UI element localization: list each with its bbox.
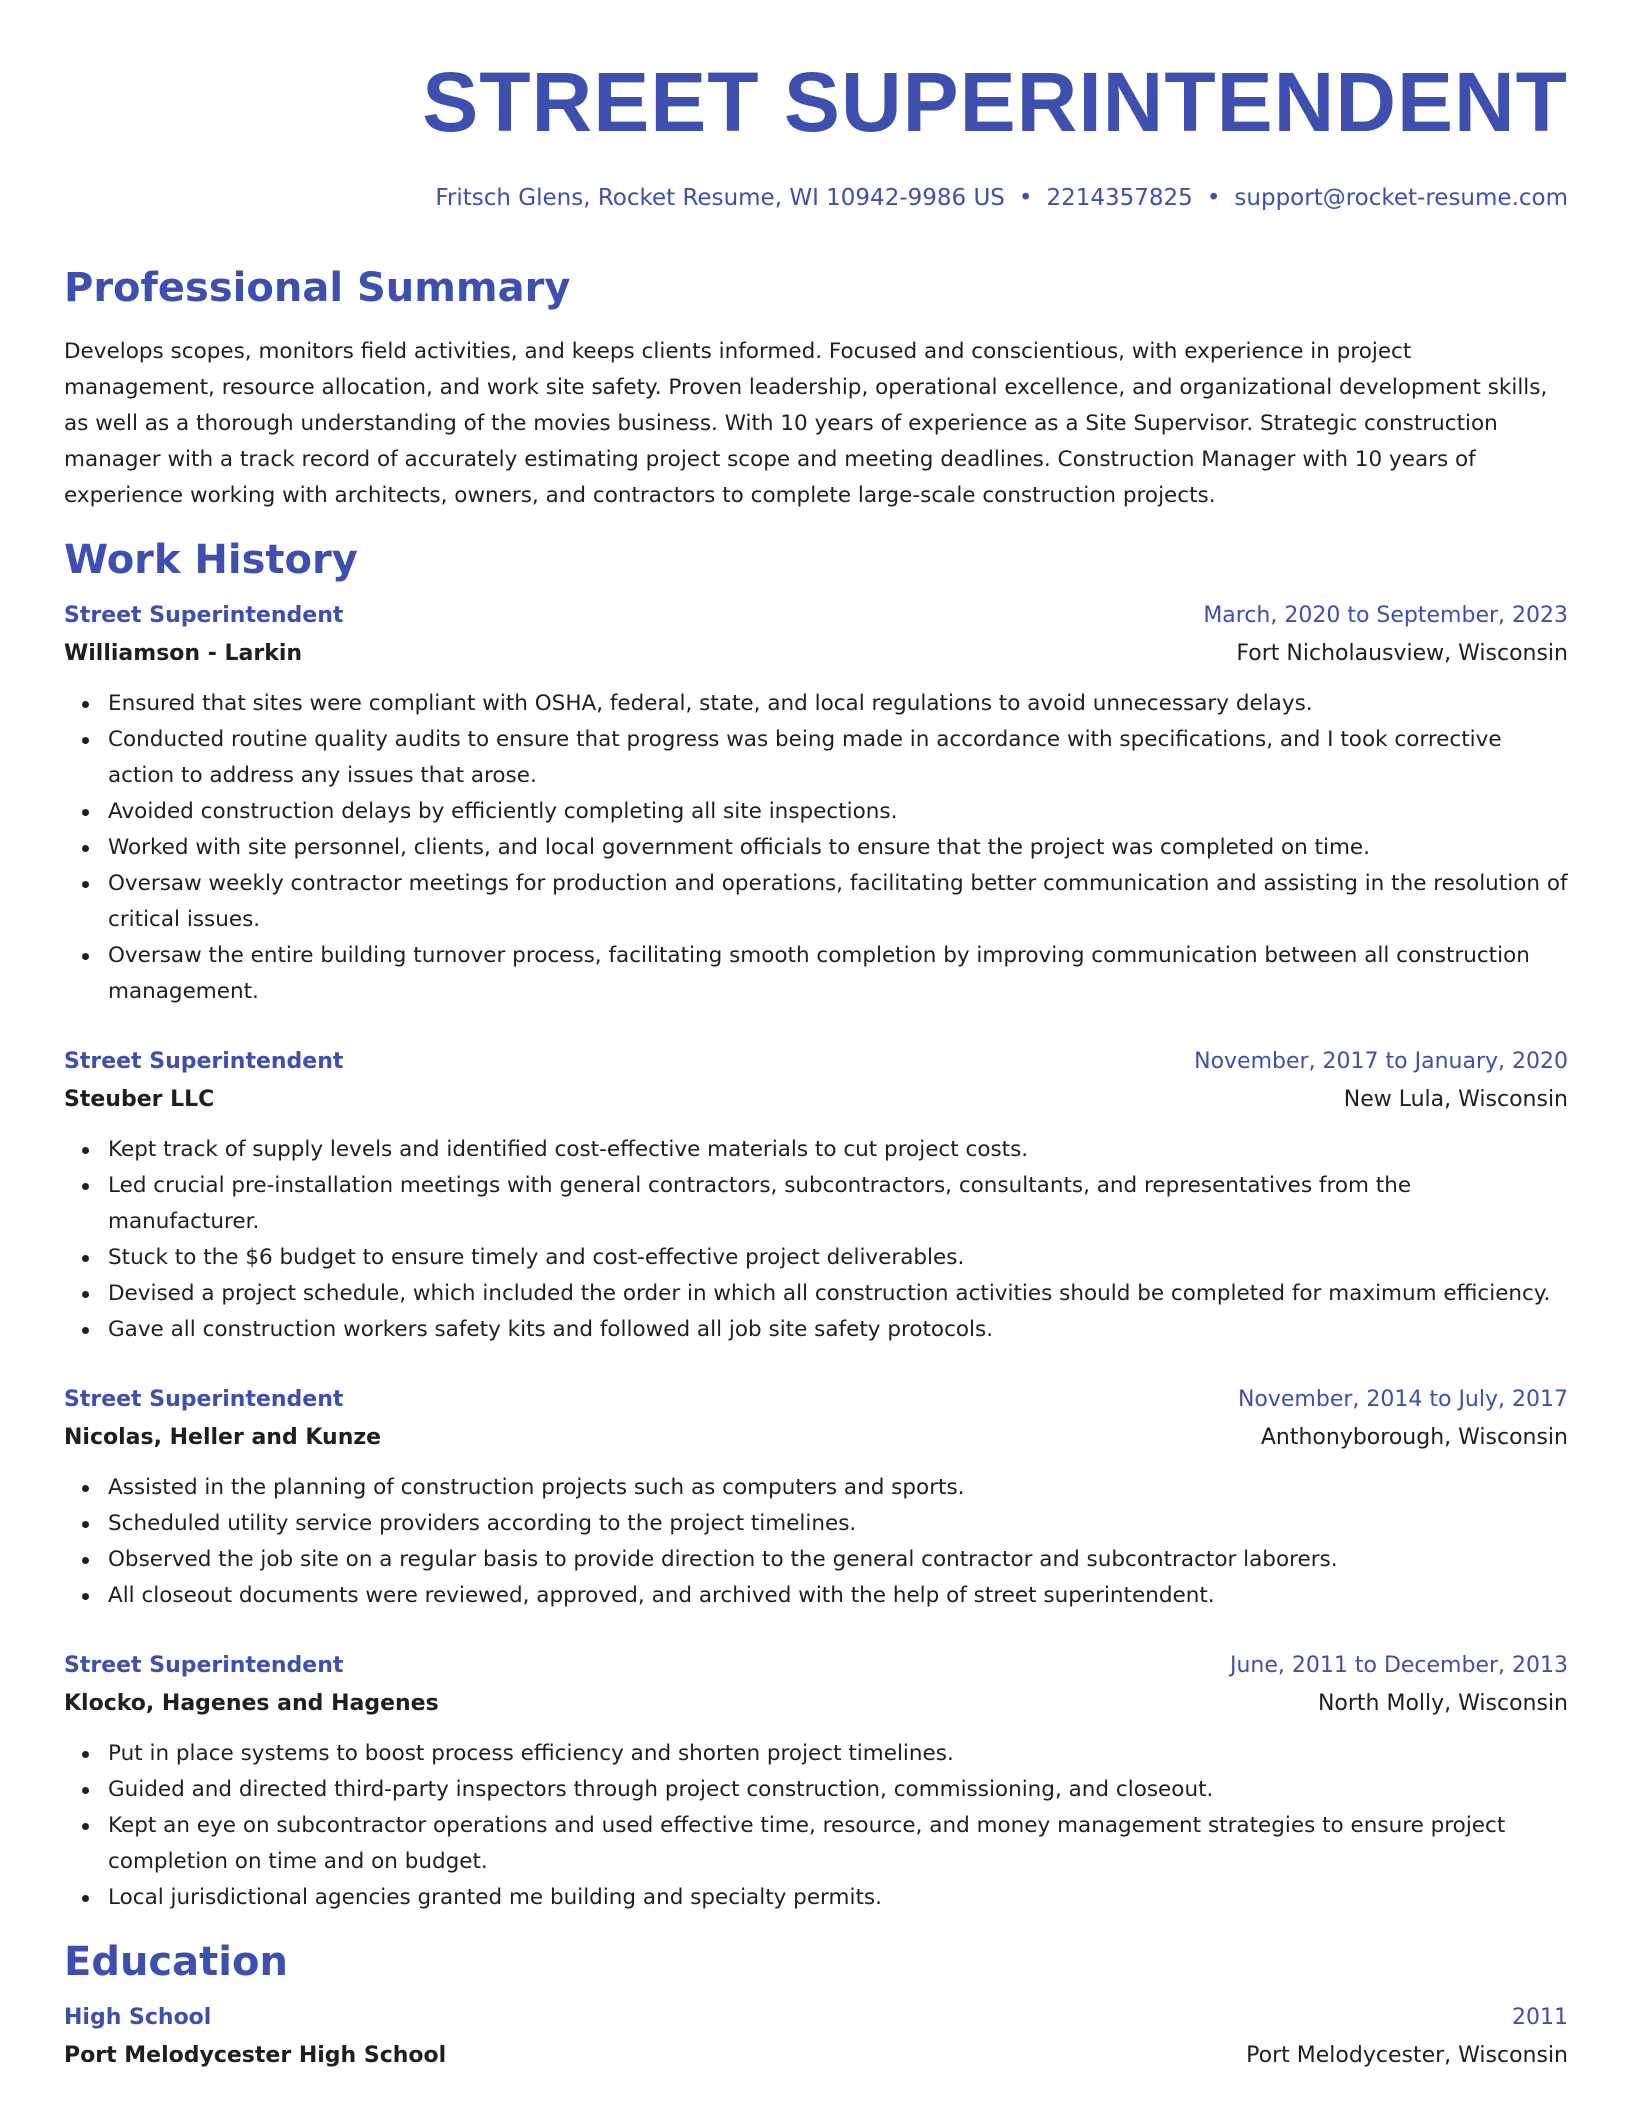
job-bullet: Oversaw weekly contractor meetings for production and operations, facilitating better communication and assisting in the resolution of critical issues. [108,866,1568,938]
work-history-heading: Work History [64,537,358,583]
summary-text: Develops scopes, monitors field activities, and keeps clients informed. Focused and conscientious, with experience in project management, resource allocation, and work site safety. Proven leadership, operational excellence, and organizational development skills, as well as a thorough understanding of the movies business. With 10 years of experience as a Site Supervisor. Strategic construction manager with a track record of accurately estimating project scope and meeting deadlines. Construction Manager with 10 years of experience working with architects, owners, and contractors to complete large-scale construction projects. [64,339,1548,508]
job-company: Nicolas, Heller and Kunze [64,1425,382,1450]
contact-address: Fritsch Glens, Rocket Resume, WI 10942-9986 US [435,185,1005,211]
job-bullet: Conducted routine quality audits to ensure that progress was being made in accordance with specifications, and I took corrective action to address any issues that arose. [108,722,1568,794]
job-bullets [64,1470,1568,1614]
contact-separator: • [1206,185,1221,211]
job-bullets [64,1736,1568,1916]
job-location: Fort Nicholausview, Wisconsin [1236,641,1568,666]
job-bullet: Kept an eye on subcontractor operations and used effective time, resource, and money management strategies to ensure project completion on time and on budget. [108,1808,1568,1880]
job-dates: June, 2011 to December, 2013 [1229,1653,1568,1678]
job-bullet: Kept track of supply levels and identified cost-effective materials to cut project costs. [108,1132,1568,1168]
job-bullet: Guided and directed third-party inspectors through project construction, commissioning, and closeout. [108,1772,1568,1808]
job-bullet: Worked with site personnel, clients, and local government officials to ensure that the project was completed on time. [108,830,1568,866]
job-bullet: Ensured that sites were compliant with OSHA, federal, state, and local regulations to avoid unnecessary delays. [108,686,1568,722]
summary-heading: Professional Summary [64,265,571,311]
education-year: 2011 [1512,2005,1568,2030]
job-company: Williamson - Larkin [64,641,303,666]
job-bullet: Scheduled utility service providers according to the project timelines. [108,1506,1568,1542]
job-location: North Molly, Wisconsin [1317,1691,1568,1716]
work-history-section [64,534,1568,1916]
education-heading: Education [64,1939,288,1985]
job-bullet: Assisted in the planning of construction projects such as computers and sports. [108,1470,1568,1506]
job-bullet: Local jurisdictional agencies granted me building and specialty permits. [108,1880,1568,1916]
contact-line [64,182,1568,214]
candidate-title: STREET SUPERINTENDENT [422,55,1568,149]
summary-section [64,262,1568,514]
job-dates: November, 2014 to July, 2017 [1237,1387,1568,1412]
job-role: Street Superintendent [64,1049,344,1074]
job-bullet: Devised a project schedule, which included the order in which all construction activities should be completed for maximum efficiency. [108,1276,1568,1312]
contact-phone: 2214357825 [1046,185,1193,211]
job-entry [64,1044,1568,1348]
resume-header [64,0,1568,214]
job-bullet: Gave all construction workers safety kits and followed all job site safety protocols. [108,1312,1568,1348]
job-company: Steuber LLC [64,1087,215,1112]
contact-email: support@rocket-resume.com [1234,185,1568,211]
job-dates: March, 2020 to September, 2023 [1203,603,1568,628]
job-role: Street Superintendent [64,603,344,628]
job-bullet: Oversaw the entire building turnover process, facilitating smooth completion by improving communication between all construction management. [108,938,1568,1010]
education-degree: High School [64,2005,212,2030]
education-location: Port Melodycester, Wisconsin [1246,2043,1568,2068]
job-role: Street Superintendent [64,1653,344,1678]
education-section [64,1936,1568,2076]
job-role: Street Superintendent [64,1387,344,1412]
job-company: Klocko, Hagenes and Hagenes [64,1691,439,1716]
job-bullet: Put in place systems to boost process efficiency and shorten project timelines. [108,1736,1568,1772]
job-location: New Lula, Wisconsin [1343,1087,1568,1112]
education-school: Port Melodycester High School [64,2043,447,2068]
education-entry [64,2000,1568,2076]
job-bullet: All closeout documents were reviewed, approved, and archived with the help of street superintendent. [108,1578,1568,1614]
job-entry [64,1648,1568,1916]
job-bullet: Stuck to the $6 budget to ensure timely and cost-effective project deliverables. [108,1240,1568,1276]
job-location: Anthonyborough, Wisconsin [1260,1425,1568,1450]
job-bullet: Led crucial pre-installation meetings with general contractors, subcontractors, consultants, and representatives from the manufacturer. [108,1168,1568,1240]
job-entry [64,598,1568,1010]
job-dates: November, 2017 to January, 2020 [1194,1049,1568,1074]
job-bullets [64,1132,1568,1348]
job-bullet: Avoided construction delays by efficiently completing all site inspections. [108,794,1568,830]
job-bullets [64,686,1568,1010]
job-bullet: Observed the job site on a regular basis to provide direction to the general contractor and subcontractor laborers. [108,1542,1568,1578]
job-entry [64,1382,1568,1614]
contact-separator: • [1018,185,1033,211]
